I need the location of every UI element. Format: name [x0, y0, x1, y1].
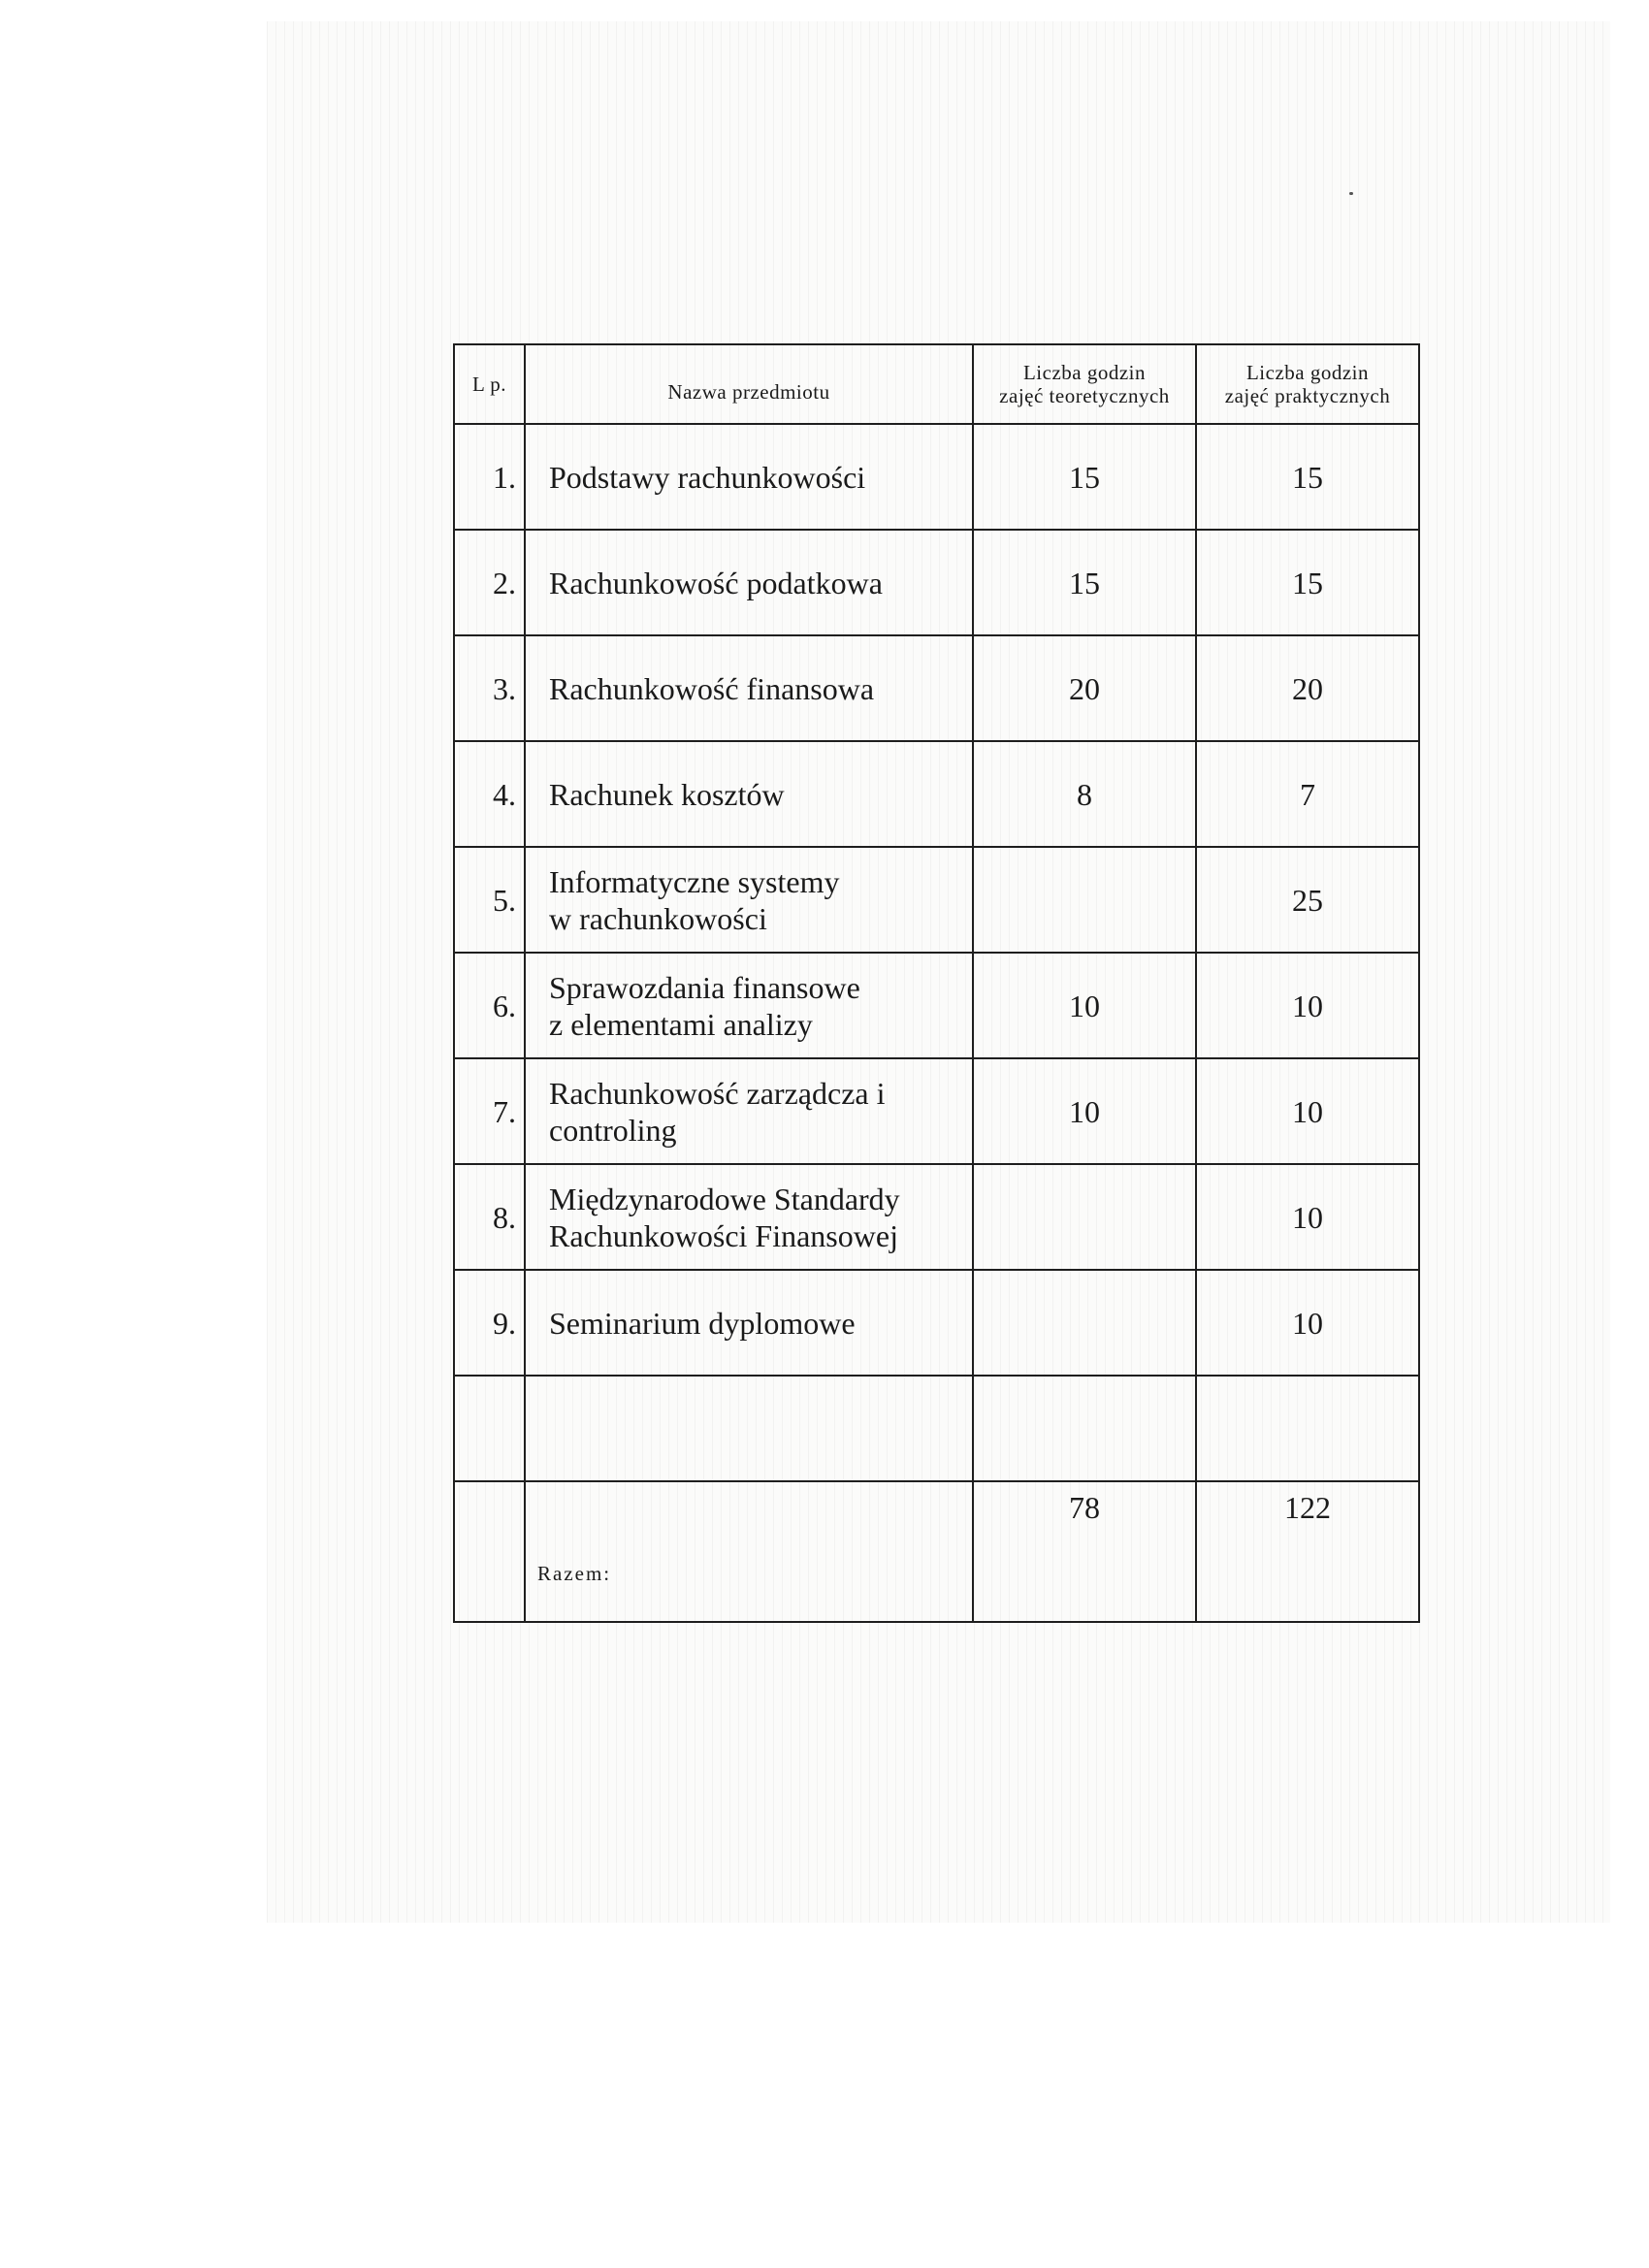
scan-speck: [1349, 192, 1353, 195]
subject-name: [525, 424, 973, 530]
table-row: [454, 741, 1419, 847]
subject-name: [525, 1058, 973, 1164]
theory-hours: 15: [973, 530, 1196, 635]
header-lp: L p.: [454, 344, 525, 424]
row-number: 8.: [454, 1164, 525, 1270]
theory-hours: 8: [973, 741, 1196, 847]
header-theory-line: Liczba godzin: [1022, 361, 1147, 384]
subject-name: [525, 953, 973, 1058]
header-theory-hours: [973, 344, 1196, 424]
row-number: 4.: [454, 741, 525, 847]
empty-row: [454, 1376, 1419, 1481]
table-row: [454, 1270, 1419, 1376]
empty-cell: [1196, 1376, 1419, 1481]
row-number: 1.: [454, 424, 525, 530]
subject-name: [525, 847, 973, 953]
table-row: [454, 424, 1419, 530]
header-row: [454, 344, 1419, 424]
total-row: [454, 1481, 1419, 1622]
row-number: 6.: [454, 953, 525, 1058]
table-row: [454, 530, 1419, 635]
practice-hours: 10: [1196, 953, 1419, 1058]
theory-hours: 20: [973, 635, 1196, 741]
subject-name-line: controling: [549, 1112, 677, 1148]
practice-hours: 10: [1196, 1058, 1419, 1164]
subject-name-line: Rachunkowość podatkowa: [549, 565, 883, 600]
row-number: 5.: [454, 847, 525, 953]
theory-hours: 10: [973, 1058, 1196, 1164]
subject-name: [525, 635, 973, 741]
header-practice-hours: [1196, 344, 1419, 424]
subject-name: [525, 1270, 973, 1376]
theory-hours: [973, 1164, 1196, 1270]
practice-hours: 15: [1196, 530, 1419, 635]
subject-name-line: Rachunkowość finansowa: [549, 670, 875, 706]
subject-name-line: Rachunkowości Finansowej: [549, 1217, 898, 1253]
subject-name-line: Informatyczne systemy: [549, 863, 840, 899]
header-theory-line: zajęć teoretycznych: [999, 384, 1170, 407]
empty-cell: [973, 1376, 1196, 1481]
hours-table: [453, 343, 1420, 1623]
theory-hours: [973, 1270, 1196, 1376]
subject-name-line: Seminarium dyplomowe: [549, 1305, 856, 1341]
header-practice-line: Liczba godzin: [1245, 361, 1370, 384]
empty-cell: [454, 1376, 525, 1481]
empty-cell: [454, 1481, 525, 1622]
total-practice-hours: 122: [1196, 1481, 1419, 1622]
empty-cell: [525, 1376, 973, 1481]
practice-hours: 10: [1196, 1270, 1419, 1376]
total-label: Razem:: [525, 1481, 973, 1622]
table-row: [454, 847, 1419, 953]
subject-name-line: Podstawy rachunkowości: [549, 459, 866, 495]
subject-name-line: Sprawozdania finansowe: [549, 969, 860, 1005]
table-row: [454, 953, 1419, 1058]
header-practice-line: zajęć praktycznych: [1224, 384, 1391, 407]
table-row: [454, 1164, 1419, 1270]
subject-name-line: Rachunek kosztów: [549, 776, 785, 812]
row-number: 3.: [454, 635, 525, 741]
subject-name-line: w rachunkowości: [549, 900, 767, 936]
row-number: 9.: [454, 1270, 525, 1376]
practice-hours: 15: [1196, 424, 1419, 530]
practice-hours: 25: [1196, 847, 1419, 953]
subject-name-line: Międzynarodowe Standardy: [549, 1181, 900, 1216]
row-number: 7.: [454, 1058, 525, 1164]
theory-hours: 15: [973, 424, 1196, 530]
theory-hours: 10: [973, 953, 1196, 1058]
theory-hours: [973, 847, 1196, 953]
row-number: 2.: [454, 530, 525, 635]
practice-hours: 7: [1196, 741, 1419, 847]
table-row: [454, 1058, 1419, 1164]
subject-name-line: z elementami analizy: [549, 1006, 813, 1042]
header-subject-name: Nazwa przedmiotu: [525, 344, 973, 424]
subject-name: [525, 741, 973, 847]
table-row: [454, 635, 1419, 741]
subject-name: [525, 530, 973, 635]
total-theory-hours: 78: [973, 1481, 1196, 1622]
practice-hours: 20: [1196, 635, 1419, 741]
subject-name-line: Rachunkowość zarządcza i: [549, 1075, 886, 1111]
subject-name: [525, 1164, 973, 1270]
practice-hours: 10: [1196, 1164, 1419, 1270]
